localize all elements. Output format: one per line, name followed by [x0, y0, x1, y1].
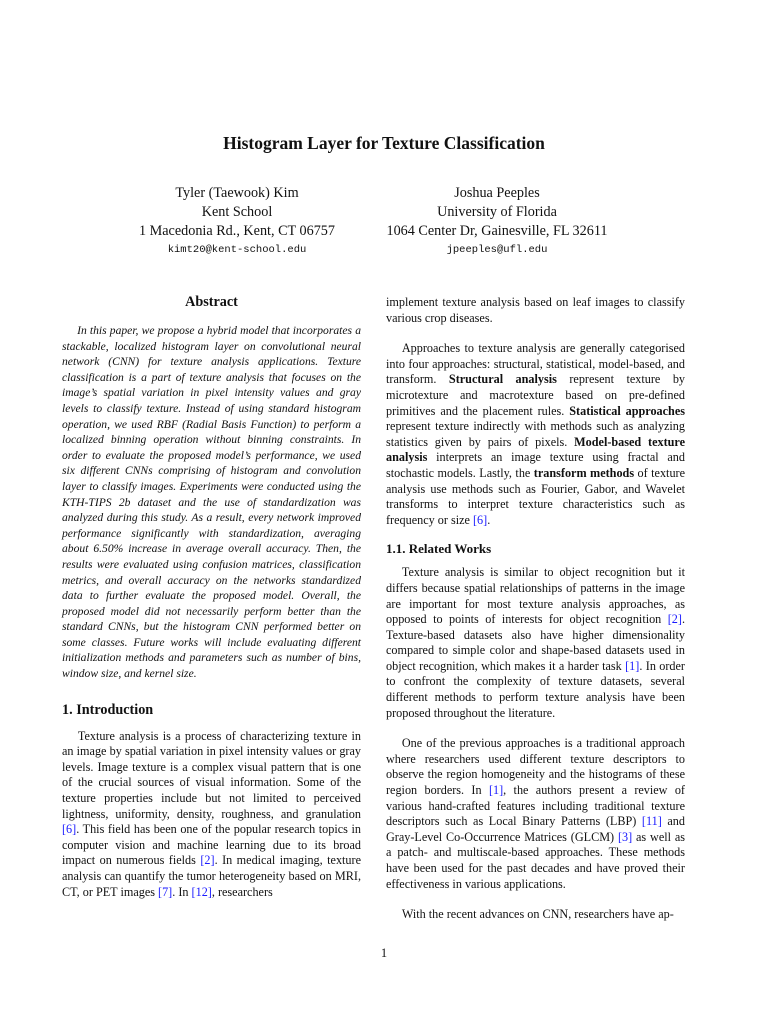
abstract-text: In this paper, we propose a hybrid model that incorporates a stackable, localized histogram layer on convolutional neural network (CNN) for texture analysis applications. Texture classification is a part of texture analysis that focuses on the image’s spatial variation in pixel intensity values and gray levels to classify texture. Instead of using standard histogram operation, we used RBF (Radial Basis Function) to perform a localized binning operation without binning constraints. In order to evaluate the proposed model’s performance, we used six different CNNs comprising of histogram and convolution layer to classify images. Experiments were conducted using the KTH-TIPS 2b dataset and the use of standardization was analyzed during this study. As a result, every network improved performance significantly with standardization, averaging about 6.50% increase in average overall accuracy. Then, the results were evaluated using confusion matrices, classification metrics, and overall accuracy on the networks standardized data to further evaluate the proposed model. Overall, the proposed model did not necessarily perform better than the standard CNNs, but the histogram CNN performed better on some classes. Future works will include evaluating different initialization methods and parameters such as number of bins, window size, and kernel size. [62, 324, 361, 681]
cnn-paragraph: With the recent advances on CNN, researchers have ap- [401, 907, 674, 922]
citation-link[interactable]: [3] [617, 829, 633, 844]
right-column [386, 295, 685, 923]
author-email: kimt20@kent-school.edu [167, 244, 307, 256]
paper-title: Histogram Layer for Texture Classification [223, 133, 545, 153]
author-name: Tyler (Taewook) Kim [175, 185, 299, 201]
citation-link[interactable]: [6] [472, 512, 488, 527]
traditional-approach-paragraph: One of the previous approaches is a traditional approach where researchers used different texture descriptors to observe the region homogeneity and the histograms of these region borders. In [1], the authors present a review of various hand-crafted features including traditional texture descriptors such as Local Binary Patterns (LBP) [11] and Gray-Level Co-Occurrence Matrices (GLCM) [3] as well as a patch- and multiscale-based approaches. These methods have been used for the past decades and have proved their effectiveness in various applications. [386, 736, 685, 891]
page-number: 1 [380, 946, 388, 960]
author-address: 1 Macedonia Rd., Kent, CT 06757 [139, 223, 335, 239]
author-address: 1064 Center Dr, Gainesville, FL 32611 [386, 223, 608, 239]
citation-link[interactable]: [11] [641, 814, 662, 829]
related-works-paragraph: Texture analysis is similar to object recognition but it differs because spatial relationships of patterns in the image are important for most texture analysis approaches, as opposed to points of interests for object recognition [2]. Texture-based datasets also have higher dimensionality compared to simple color and shape-based datasets used in object recognition, which makes it a harder task [1]. In order to confront the complexity of texture datasets, several different methods to perform texture analysis have been proposed throughout the literature. [386, 565, 685, 720]
citation-link[interactable]: [1] [625, 658, 640, 673]
continued-paragraph: implement texture analysis based on leaf images to classify various crop diseases. [386, 295, 685, 325]
author-block-2 [332, 184, 662, 260]
intro-paragraph: Texture analysis is a process of characterizing texture in an image by spatial variation in pixel intensity values or gray levels. Image texture is a complex visual pattern that is one of the crucial sources of visual information. Some of the texture properties include but not limited to perceived lightness, uniformity, density, roughness, and granulation [6]. This field has been one of the popular research topics in computer vision and machine learning due to its broad impact on numerous fields [2]. In medical imaging, texture analysis can quantify the tumor heterogeneity based on MRI, CT, or PET images [7]. In [12], researchers [62, 728, 361, 899]
section-heading-introduction: 1. Introduction [62, 701, 154, 718]
citation-link[interactable]: [2] [667, 612, 682, 627]
approaches-paragraph: Approaches to texture analysis are generally categorised into four approaches: structural, statistical, model-based, and transform. Structural analysis represent texture by microtexture and macrotexture based on pre-defined primitives and the placement rules. Statistical approaches represent texture indirectly with methods such as analyzing statistics given by pairs of pixels. Model-based texture analysis interprets an image texture using fractal and stochastic models. Lastly, the transform methods of texture analysis use methods such as Fourier, Gabor, and Wavelet transforms to interpret texture characteristics such as frequency or size [6]. [386, 341, 686, 527]
citation-link[interactable]: [1] [488, 783, 504, 798]
citation-link[interactable]: [6] [62, 822, 77, 837]
citation-link[interactable]: [2] [200, 853, 215, 868]
citation-link[interactable]: [12] [191, 884, 212, 899]
author-name: Joshua Peeples [454, 185, 540, 201]
author-email: jpeeples@ufl.edu [446, 244, 548, 256]
left-column [62, 294, 361, 900]
subsection-heading-related-works: 1.1. Related Works [386, 541, 492, 557]
author-affiliation: Kent School [201, 204, 273, 220]
citation-link[interactable]: [7] [158, 884, 173, 899]
author-affiliation: University of Florida [437, 204, 557, 220]
abstract-heading: Abstract [185, 294, 238, 310]
